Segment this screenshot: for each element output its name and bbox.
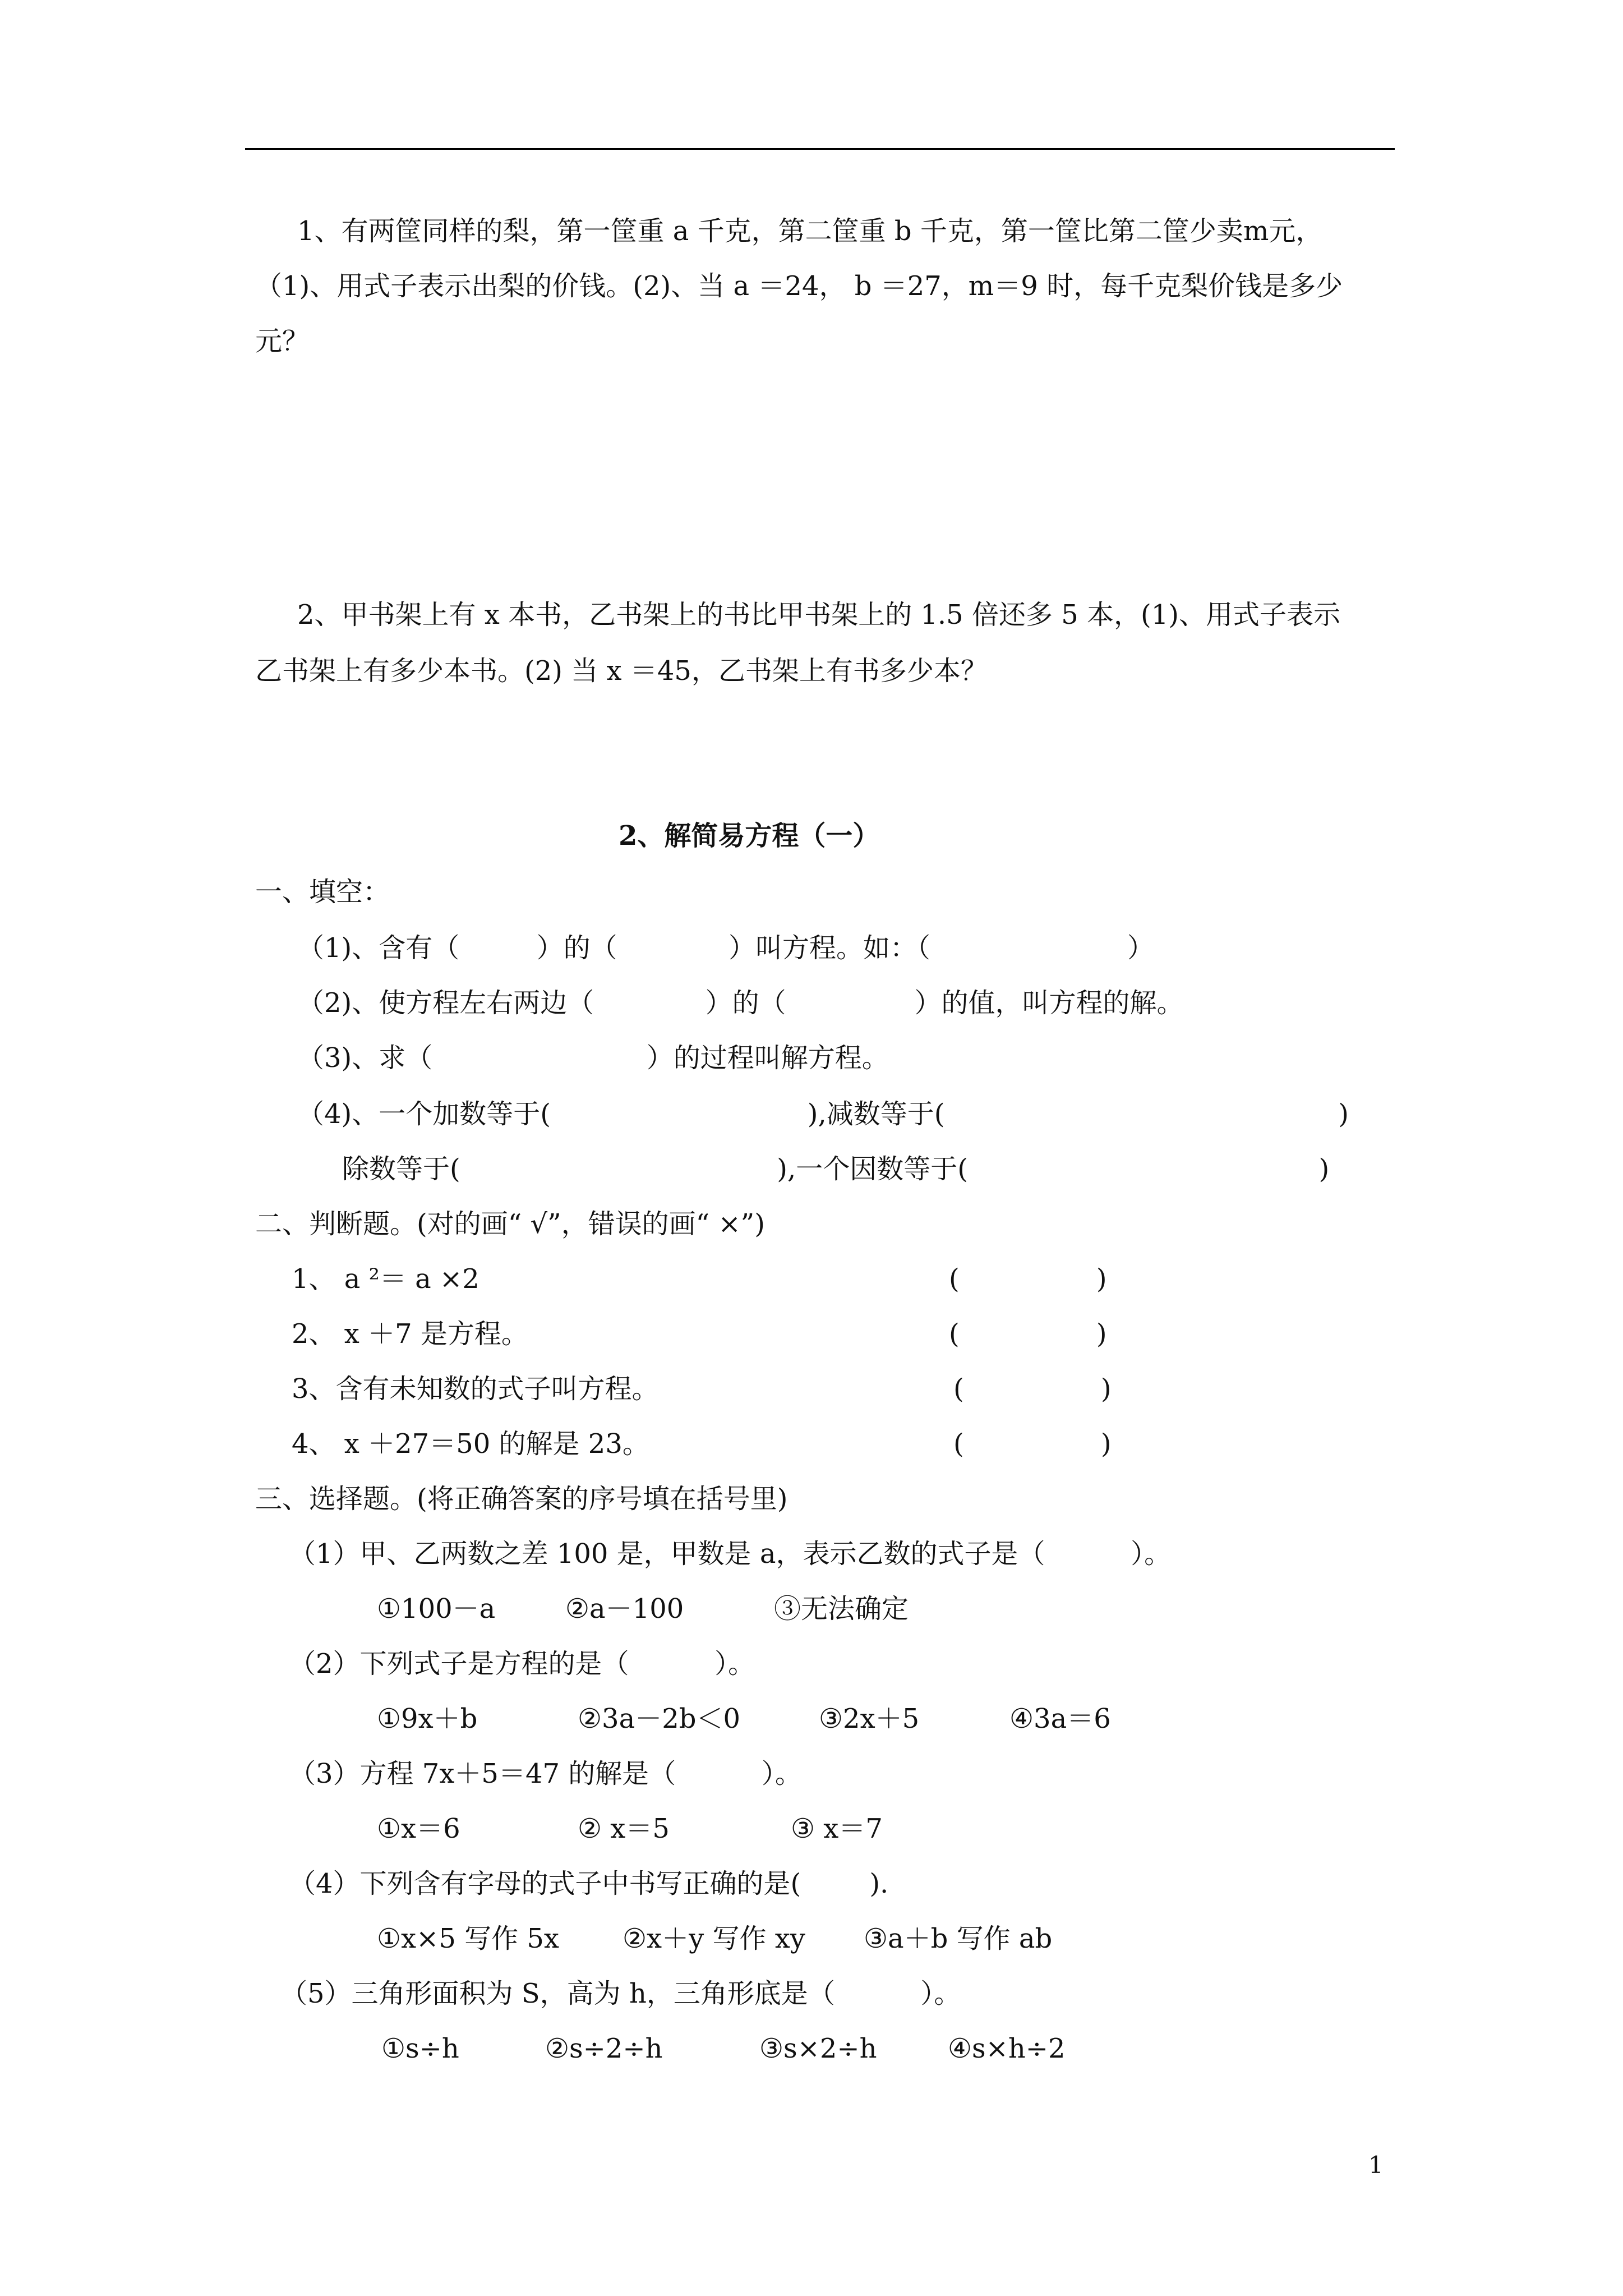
fill-question-3: （3)、求（ ）的过程叫解方程。 xyxy=(297,1042,889,1074)
problem-1-line-2: （1)、用式子表示出梨的价钱。(2)、当 a ＝24， b ＝27，m＝9 时，每千克梨价钱是多少 xyxy=(255,270,1343,302)
judge-item-1: 1、 a ²＝ a ×2 xyxy=(292,1263,479,1295)
choice-5-option-2: ②s÷2÷h xyxy=(545,2033,663,2064)
fill-heading: 一、填空： xyxy=(255,876,390,908)
problem-1-line-3: 元？ xyxy=(255,325,310,357)
choice-2-option-4: ④3a＝6 xyxy=(1009,1703,1111,1734)
page-number: 1 xyxy=(1368,2151,1384,2179)
judge-item-4: 4、 x ＋27＝50 的解是 23。 xyxy=(292,1428,649,1460)
problem-2-line-1: 2、甲书架上有 x 本书，乙书架上的书比甲书架上的 1.5 倍还多 5 本，(1)、用式子表示 xyxy=(297,599,1341,631)
choice-2-option-2: ②3a－2b＜0 xyxy=(578,1703,740,1734)
judge-bracket-3: ( ) xyxy=(953,1373,1112,1405)
choice-4-option-2: ②x＋y 写作 xy xyxy=(623,1923,805,1954)
choice-5-option-3: ③s×2÷h xyxy=(759,2033,877,2064)
choice-1-option-3: ③无法确定 xyxy=(774,1593,909,1625)
choice-4-option-1: ①x×5 写作 5x xyxy=(377,1923,559,1954)
choice-1-option-2: ②a－100 xyxy=(565,1593,684,1625)
choice-question-1: （1）甲、乙两数之差 100 是，甲数是 a，表示乙数的式子是（ ）。 xyxy=(289,1538,1172,1570)
choice-3-option-3: ③ x＝7 xyxy=(791,1813,883,1844)
choice-1-option-1: ①100－a xyxy=(377,1593,496,1625)
choice-3-option-2: ② x＝5 xyxy=(578,1813,670,1844)
problem-2-line-2: 乙书架上有多少本书。(2) 当 x ＝45，乙书架上有书多少本？ xyxy=(255,655,988,687)
choice-2-option-1: ①9x＋b xyxy=(377,1703,478,1734)
choice-heading: 三、选择题。(将正确答案的序号填在括号里) xyxy=(255,1483,788,1515)
section-title: 2、解简易方程（一） xyxy=(619,820,880,852)
header-rule xyxy=(245,148,1395,150)
judge-heading: 二、判断题。(对的画“ √”，错误的画“ ×”) xyxy=(255,1208,765,1240)
fill-question-4-continued: 除数等于( ),一个因数等于( ) xyxy=(342,1153,1330,1185)
judge-bracket-4: ( ) xyxy=(953,1428,1112,1460)
choice-question-4: （4）下列含有字母的式子中书写正确的是( ). xyxy=(289,1868,889,1899)
choice-2-option-3: ③2x＋5 xyxy=(819,1703,920,1734)
choice-5-option-4: ④s×h÷2 xyxy=(948,2033,1066,2064)
judge-bracket-1: ( ) xyxy=(949,1263,1107,1295)
choice-question-3: （3）方程 7x＋5＝47 的解是（ ）。 xyxy=(289,1758,802,1789)
choice-question-5: （5）三角形面积为 S，高为 h，三角形底是（ ）。 xyxy=(280,1978,961,2009)
choice-3-option-1: ①x＝6 xyxy=(377,1813,460,1844)
judge-bracket-2: ( ) xyxy=(949,1318,1107,1350)
fill-question-4: （4)、一个加数等于( ),减数等于( ) xyxy=(297,1098,1349,1130)
judge-item-3: 3、含有未知数的式子叫方程。 xyxy=(292,1373,659,1405)
choice-4-option-3: ③a＋b 写作 ab xyxy=(864,1923,1053,1954)
judge-item-2: 2、 x ＋7 是方程。 xyxy=(292,1318,528,1350)
problem-1-line-1: 1、有两筐同样的梨，第一筐重 a 千克，第二筐重 b 千克，第一筐比第二筐少卖m元， xyxy=(297,215,1323,247)
fill-question-2: （2)、使方程左右两边（ ）的（ ）的值，叫方程的解。 xyxy=(297,987,1184,1019)
fill-question-1: （1)、含有（ ）的（ ）叫方程。如：（ ） xyxy=(297,932,1154,964)
choice-question-2: （2）下列式子是方程的是（ ）。 xyxy=(289,1648,755,1680)
choice-5-option-1: ①s÷h xyxy=(381,2033,459,2064)
